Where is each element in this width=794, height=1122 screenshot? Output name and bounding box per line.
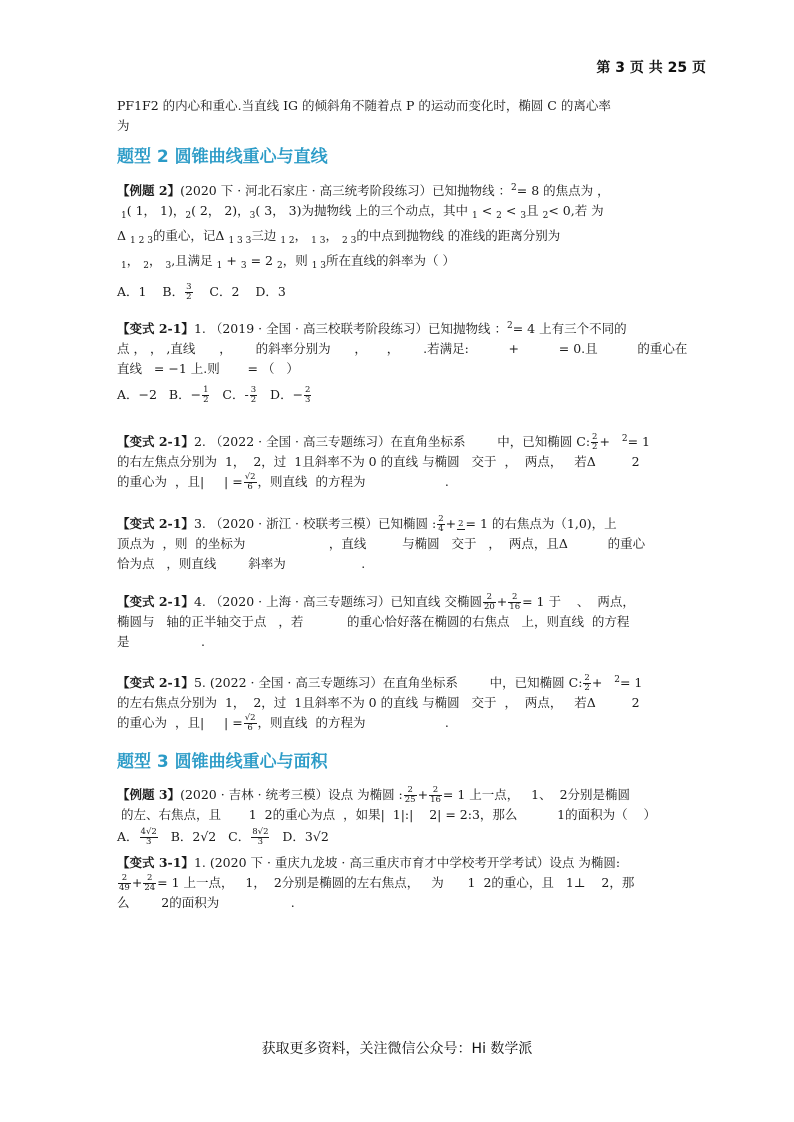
text: = 2 xyxy=(250,253,273,268)
problem-line: 的左右焦点分别为 1， 2，过 1且斜率不为 0 的直线 与椭圆 交于 ， 两点， 若Δ 2 xyxy=(117,695,640,710)
text: ( 3， 3)为抛物线 上的三个动点，其中 xyxy=(255,203,468,218)
problem-line: 么 2的面积为 . xyxy=(117,895,295,910)
choice-a: A．1 xyxy=(117,284,147,299)
choices-line xyxy=(117,827,677,847)
numerator: 3 xyxy=(250,385,257,395)
text: 3. （2020 · 浙江 · 校联考三模）已知椭圆 : xyxy=(193,516,437,531)
problem-line xyxy=(117,429,677,452)
text: + xyxy=(496,594,508,609)
fraction xyxy=(244,714,257,733)
problem-line: 椭圆与 轴的正半轴交于点 ，若 的重心恰好落在椭圆的右焦点 上，则直线 的方程 xyxy=(117,614,630,629)
footer-promo: 获取更多资料，关注微信公众号：Hi 数学派 xyxy=(261,1041,533,1057)
denominator: 24 xyxy=(144,883,156,893)
variant-2-1-2 xyxy=(117,429,677,492)
subscript: 2 xyxy=(542,211,549,221)
denominator: 49 xyxy=(119,883,130,893)
text: 2. （2022 · 全国 · 高三专题练习）在直角坐标系 中，已知椭圆 C: xyxy=(193,434,591,449)
fraction xyxy=(251,828,269,847)
problem-tag: 【变式 2-1】 xyxy=(117,594,194,609)
text: ,且满足 xyxy=(171,253,213,268)
text: + xyxy=(599,434,622,449)
denominator: 3 xyxy=(145,837,152,847)
problem-line xyxy=(117,316,677,339)
text: 的重心为 ，且| | = xyxy=(117,715,243,730)
subscript: 1 xyxy=(216,261,223,271)
numerator: √2 xyxy=(244,713,256,723)
text: 的中点到抛物线 的准线的距离分别为 xyxy=(356,228,561,243)
text: + xyxy=(131,875,143,890)
text: 的重心，记Δ xyxy=(152,228,225,243)
numerator: 2 xyxy=(429,786,442,796)
fraction xyxy=(591,433,598,452)
fraction xyxy=(483,593,496,612)
text: ， xyxy=(294,228,308,243)
subscript: 2 xyxy=(276,261,283,271)
subscript: 2 xyxy=(143,261,149,271)
numerator: 2 xyxy=(592,432,598,442)
fraction xyxy=(508,593,521,612)
fraction xyxy=(304,386,311,405)
numerator: 2 xyxy=(438,514,444,524)
denominator: 16 xyxy=(430,795,441,805)
denominator: 16 xyxy=(509,602,521,612)
problem-tag: 【变式 3-1】 xyxy=(117,855,194,870)
example-2 xyxy=(117,178,677,302)
choice-b: B．− xyxy=(168,387,202,402)
fraction xyxy=(140,828,158,847)
text: < xyxy=(505,203,517,218)
choice-c: C． xyxy=(228,829,251,844)
text: ( 2， 2)， xyxy=(191,203,250,218)
text: = 4 上有三个不同的 xyxy=(512,321,627,336)
text: (2020 下 · 河北石家庄 · 高三统考阶段练习）已知抛物线 ： xyxy=(180,183,512,198)
text: 且 xyxy=(526,203,539,218)
problem-line xyxy=(117,670,677,693)
text: ( 1， 1)， xyxy=(126,203,186,218)
text: = 8 的焦点为 ， xyxy=(516,183,610,198)
fraction xyxy=(404,786,417,805)
denominator: 2 xyxy=(203,395,209,405)
text: 4. （2020 · 上海 · 高三专题练习）已知直线 交椭圆 xyxy=(193,594,482,609)
choices-line xyxy=(117,385,677,405)
text: (2020 · 吉林 · 统考三模）设点 为椭圆 : xyxy=(180,787,403,802)
superscript: 2 xyxy=(511,183,517,193)
text: 三边 xyxy=(251,228,277,243)
numerator: 2 xyxy=(143,874,156,884)
text: = 1 上一点， 1、 2分别是椭圆 xyxy=(442,787,631,802)
denominator: 2 xyxy=(186,292,192,302)
problem-line: 顶点为 ，则 的坐标为 ，直线 与椭圆 交于 ， 两点，且Δ 的重心 xyxy=(117,536,646,551)
problem-line: 直线 = −1 上.则 = （ ） xyxy=(117,361,299,376)
subscript: 1 xyxy=(120,211,127,221)
text: = 1 xyxy=(627,434,650,449)
subscript: 1 3 xyxy=(311,261,327,271)
text: < xyxy=(481,203,493,218)
problem-tag: 【变式 2-1】 xyxy=(117,516,194,531)
problem-line xyxy=(117,785,677,805)
text: + xyxy=(226,253,237,268)
fraction xyxy=(185,283,192,302)
denominator: 3 xyxy=(305,395,311,405)
numerator: 2 xyxy=(584,673,590,683)
numerator: 1 xyxy=(203,385,209,395)
variant-2-1-3 xyxy=(117,514,677,574)
denominator: 2 xyxy=(584,683,590,693)
subscript: 1 2 xyxy=(280,236,295,246)
denominator: 20 xyxy=(483,602,495,612)
subscript: 3 xyxy=(165,261,172,271)
subscript: 1 xyxy=(471,211,478,221)
choices-line xyxy=(117,282,677,302)
text: + xyxy=(445,516,457,531)
problem-line xyxy=(117,592,677,612)
numerator: 8√2 xyxy=(252,827,269,837)
fraction xyxy=(457,520,464,530)
denominator: 2 xyxy=(250,395,257,405)
text: = 1 xyxy=(619,675,643,690)
fraction xyxy=(143,874,156,893)
intro-line: 为 xyxy=(117,118,130,133)
text: < 0,若 为 xyxy=(548,203,604,218)
subscript: 3 xyxy=(240,261,247,271)
text: 1. （2019 · 全国 · 高三校联考阶段练习）已知抛物线 ： xyxy=(193,321,507,336)
problem-line xyxy=(117,713,677,733)
choice-d: D．3 xyxy=(255,284,286,299)
numerator: 2 xyxy=(458,518,464,529)
subscript: 2 xyxy=(185,211,192,221)
page-indicator: 第 3 页 共 25 页 xyxy=(596,60,706,76)
numerator: 2 xyxy=(118,874,131,884)
text: 5. (2022 · 全国 · 高三专题练习）在直角坐标系 中，已知椭圆 C: xyxy=(193,675,583,690)
numerator: 2 xyxy=(305,385,311,395)
fraction xyxy=(429,786,442,805)
denominator: 2 xyxy=(592,442,598,452)
choice-d: D．3√2 xyxy=(282,829,329,844)
text: ， xyxy=(126,253,140,268)
text: ，则 xyxy=(282,253,308,268)
text: 所在直线的斜率为（ ） xyxy=(326,253,455,268)
intro-line: PF1F2 的内心和重心.当直线 IG 的倾斜角不随着点 P 的运动而变化时，椭圆 C 的离心率 xyxy=(117,98,611,113)
example-3 xyxy=(117,785,677,847)
text: = 1 上一点， 1， 2分别是椭圆的左右焦点， 为 1 2的重心，且 1⊥ 2，那 xyxy=(157,875,635,890)
denominator: 3 xyxy=(257,837,264,847)
denominator: 4 xyxy=(438,524,444,534)
fraction xyxy=(244,473,257,492)
problem-line xyxy=(117,226,677,251)
numerator: 2 xyxy=(508,593,521,603)
numerator: 2 xyxy=(483,593,496,603)
problem-line xyxy=(117,178,677,201)
denominator: 6 xyxy=(247,723,253,733)
choice-c: C．- xyxy=(222,387,249,402)
choice-a: A． xyxy=(117,829,139,844)
superscript: 2 xyxy=(614,675,620,685)
section-heading: 题型 3 圆锥曲线重心与面积 xyxy=(117,752,328,772)
variant-2-1-1 xyxy=(117,316,688,405)
subscript: 1 3 xyxy=(311,236,326,246)
variant-2-1-5 xyxy=(117,670,677,733)
text: ，则直线 的方程为 . xyxy=(257,474,449,489)
subscript: 2 xyxy=(496,211,502,221)
choice-b: B． xyxy=(162,284,185,299)
problem-line xyxy=(117,853,677,873)
variant-2-1-4 xyxy=(117,592,677,652)
superscript: 2 xyxy=(621,434,628,444)
choice-d: D．− xyxy=(270,387,304,402)
choice-b: B．2√2 xyxy=(170,829,217,844)
text: 1. (2020 下 · 重庆九龙坡 · 高三重庆市育才中学校考开学考试）设点 为椭圆: xyxy=(193,855,621,870)
subscript: 1 2 3 xyxy=(130,236,153,246)
problem-line: 点 ， ， ,直线 ， 的斜率分别为 ， ， .若满足: + = 0.且 的重心在 xyxy=(117,341,688,356)
text: Δ xyxy=(117,228,127,243)
text: ，则直线 的方程为 . xyxy=(257,715,449,730)
text: ， xyxy=(148,253,162,268)
superscript: 2 xyxy=(506,321,513,331)
text: + xyxy=(417,787,429,802)
numerator: 2 xyxy=(404,786,417,796)
choice-c: C．2 xyxy=(209,284,240,299)
numerator: 3 xyxy=(186,282,192,292)
denominator: 6 xyxy=(247,482,253,492)
problem-tag: 【变式 2-1】 xyxy=(117,434,194,449)
fraction xyxy=(437,515,444,534)
fraction xyxy=(118,874,131,893)
problem-line: 恰为点 ，则直线 斜率为 . xyxy=(117,556,366,571)
subscript: 2 3 xyxy=(342,236,357,246)
subscript: 1 3 3 xyxy=(228,236,252,246)
problem-line xyxy=(117,514,677,534)
subscript: 3 xyxy=(520,211,527,221)
denominator: 25 xyxy=(404,795,416,805)
numerator: √2 xyxy=(244,472,256,482)
fraction xyxy=(583,674,590,693)
text: 的重心为 ，且| | = xyxy=(117,474,243,489)
numerator: 4√2 xyxy=(140,827,157,837)
text: = 1 于 、 两点， xyxy=(522,594,635,609)
fraction xyxy=(202,386,209,405)
problem-line xyxy=(117,201,677,226)
section-heading: 题型 2 圆锥曲线重心与直线 xyxy=(117,147,328,167)
fraction xyxy=(250,386,257,405)
problem-line: 的左、右焦点，且 1 2的重心为点 ，如果| 1|:| 2| = 2:3，那么 1的面积为（ ） xyxy=(117,807,657,822)
page-content xyxy=(117,90,688,913)
text: = 1 的右焦点为（1,0)，上 xyxy=(465,516,617,531)
text: + xyxy=(591,675,615,690)
problem-tag: 【例题 2】 xyxy=(117,183,181,198)
problem-line xyxy=(117,873,677,893)
problem-tag: 【例题 3】 xyxy=(117,787,181,802)
problem-line: 的右左焦点分别为 1， 2，过 1且斜率不为 0 的直线 与椭圆 交于 ， 两点， 若Δ 2 xyxy=(117,454,640,469)
problem-tag: 【变式 2-1】 xyxy=(117,321,194,336)
problem-line xyxy=(117,472,677,492)
subscript: 3 xyxy=(249,211,256,221)
problem-line: 是 . xyxy=(117,634,205,649)
choice-a: A．−2 xyxy=(117,387,157,402)
problem-tag: 【变式 2-1】 xyxy=(117,675,194,690)
text: ， xyxy=(325,228,339,243)
subscript: 1 xyxy=(120,261,127,271)
variant-3-1-1 xyxy=(117,853,677,913)
problem-line xyxy=(117,251,677,276)
